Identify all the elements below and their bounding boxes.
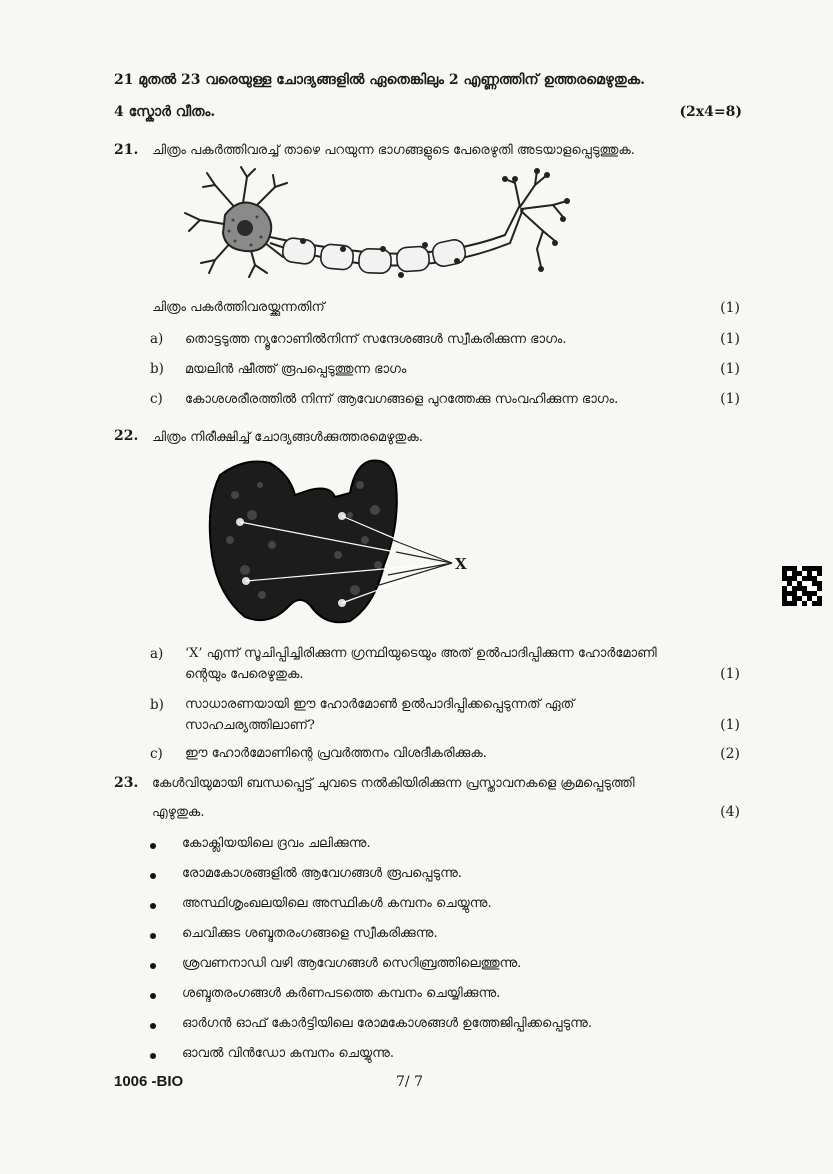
q21-part-c-text: കോശശരീരത്തിൽ നിന്ന് ആവേഗങ്ങളെ പുറത്തേക്കു സംവഹിക്കുന്ന ഭാഗം. — [185, 392, 619, 407]
q21-part-b-marks: (1) — [720, 361, 740, 377]
bullet-icon — [150, 1053, 156, 1059]
page-number: 7/ 7 — [396, 1074, 423, 1090]
q23-item-1: കോക്ലിയയിലെ ദ്രവം ചലിക്കുന്നു. — [182, 836, 371, 851]
instruction-line-1: 21 മുതൽ 23 വരെയുള്ള ചോദ്യങ്ങളിൽ ഏതെങ്കിലും 2 എണ്ണത്തിന് ഉത്തരമെഴുതുക. — [114, 72, 646, 88]
q22-part-a-label: a) — [150, 646, 164, 662]
q22-part-b-text-line2: സാഹചര്യത്തിലാണ്? — [185, 718, 315, 733]
question-22-text: ചിത്രം നിരീക്ഷിച്ച് ചോദ്യങ്ങൾക്കുത്തരമെഴുതുക. — [152, 430, 423, 445]
q22-part-b-label: b) — [150, 697, 164, 713]
question-23-text-line1: കേൾവിയുമായി ബന്ധപ്പെട്ട് ചുവടെ നൽകിയിരിക്കുന്ന പ്രസ്താവനകളെ ക്രമപ്പെടുത്തി — [152, 776, 635, 791]
neuron-diagram — [175, 165, 580, 280]
q21-part-c-label: c) — [150, 391, 163, 407]
bullet-icon — [150, 873, 156, 879]
q22-part-b-text-line1: സാധാരണയായി ഈ ഹോർമോൺ ഉൽപാദിപ്പിക്കപ്പെടുന്നത് ഏത് — [185, 697, 575, 712]
bullet-icon — [150, 1023, 156, 1029]
q23-item-7: ഓർഗൻ ഓഫ് കോർട്ടിയിലെ രോമകോശങ്ങൾ ഉത്തേജിപ്പിക്കപ്പെടുന്നു. — [182, 1016, 592, 1031]
thyroid-gland-diagram — [200, 455, 475, 630]
q23-item-4: ചെവിക്കുട ശബ്ദതരംഗങ്ങളെ സ്വീകരിക്കുന്നു. — [182, 926, 438, 941]
q23-item-2: രോമകോശങ്ങളിൽ ആവേഗങ്ങൾ രൂപപ്പെടുന്നു. — [182, 866, 462, 881]
q21-part-a-marks: (1) — [720, 331, 740, 347]
bullet-icon — [150, 933, 156, 939]
figure-label-x: X — [455, 555, 467, 573]
q21-part-b-text: മയലിൻ ഷീത്ത് രൂപപ്പെടുത്തുന്ന ഭാഗം — [185, 362, 407, 377]
q21-draw-instruction: ചിത്രം പകർത്തിവരയ്ക്കുന്നതിന് — [152, 300, 325, 315]
section-score: (2x4=8) — [679, 104, 742, 120]
question-22-number: 22. — [114, 428, 139, 444]
q23-item-5: ശ്രവണനാഡി വഴി ആവേഗങ്ങൾ സെറിബ്രത്തിലെത്തുന്നു. — [182, 956, 522, 971]
q22-part-a-text-line2: ന്റെയും പേരെഴുതുക. — [185, 667, 304, 682]
bullet-icon — [150, 843, 156, 849]
q22-part-c-label: c) — [150, 746, 163, 762]
q22-part-c-text: ഈ ഹോർമോണിന്റെ പ്രവർത്തനം വിശദീകരിക്കുക. — [185, 746, 487, 761]
q22-part-b-marks: (1) — [720, 717, 740, 733]
q23-item-3: അസ്ഥിശൃംഖലയിലെ അസ്ഥികൾ കമ്പനം ചെയ്യുന്നു. — [182, 896, 492, 911]
q21-part-a-text: തൊട്ടടുത്ത ന്യൂറോണിൽനിന്ന് സന്ദേശങ്ങൾ സ്വീകരിക്കുന്ന ഭാഗം. — [185, 332, 567, 347]
question-21-number: 21. — [114, 142, 139, 158]
question-23-text-line2: എഴുതുക. — [152, 805, 205, 820]
bullet-icon — [150, 993, 156, 999]
q22-part-a-marks: (1) — [720, 666, 740, 682]
qr-code-icon — [782, 566, 822, 606]
q23-marks: (4) — [720, 804, 740, 820]
question-23-number: 23. — [114, 775, 139, 791]
paper-code: 1006 -BIO — [114, 1073, 184, 1090]
q22-part-c-marks: (2) — [720, 746, 740, 762]
q23-item-8: ഓവൽ വിൻഡോ കമ്പനം ചെയ്യുന്നു. — [182, 1046, 394, 1061]
q21-part-a-label: a) — [150, 331, 164, 347]
question-21-text: ചിത്രം പകർത്തിവരച്ച് താഴെ പറയുന്ന ഭാഗങ്ങളുടെ പേരെഴുതി അടയാളപ്പെടുത്തുക. — [152, 143, 635, 158]
q21-part-c-marks: (1) — [720, 391, 740, 407]
q23-item-6: ശബ്ദതരംഗങ്ങൾ കർണപടത്തെ കമ്പനം ചെയ്യിക്കുന്നു. — [182, 986, 501, 1001]
q21-part-b-label: b) — [150, 361, 164, 377]
bullet-icon — [150, 963, 156, 969]
instruction-line-2: 4 സ്കോർ വീതം. — [114, 104, 216, 120]
bullet-icon — [150, 903, 156, 909]
q21-draw-marks: (1) — [720, 300, 740, 316]
q22-part-a-text-line1: ‘X’ എന്ന് സൂചിപ്പിച്ചിരിക്കുന്ന ഗ്രന്ഥിയുടെയും അത് ഉൽപാദിപ്പിക്കുന്ന ഹോർമോണി — [185, 646, 657, 661]
